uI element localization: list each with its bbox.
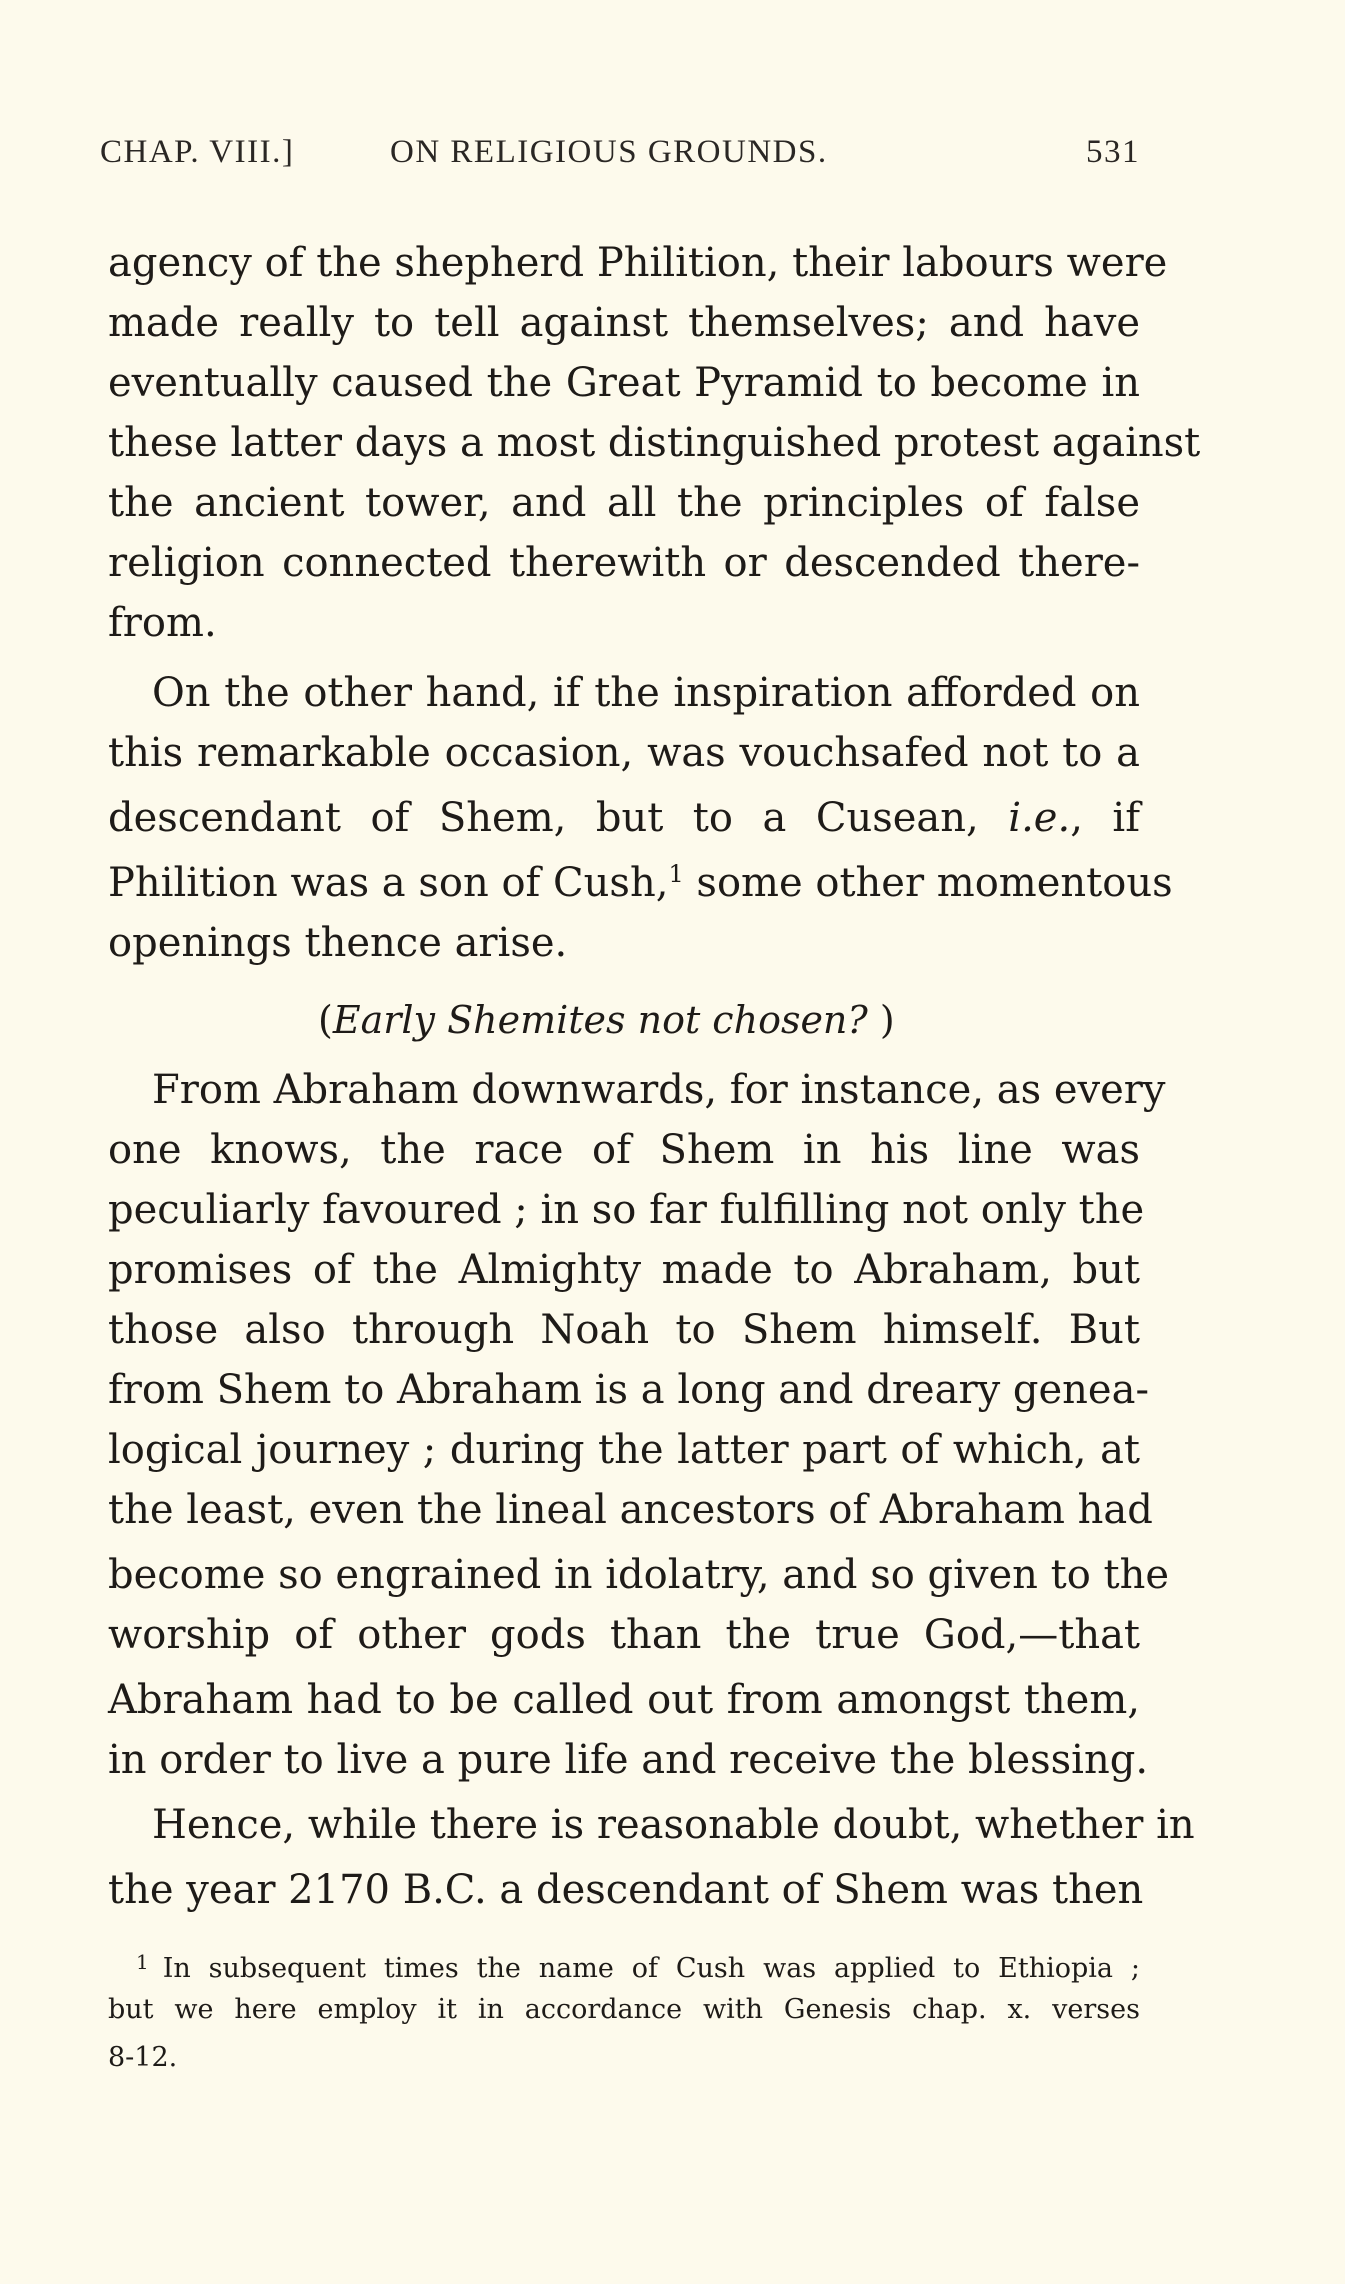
text-span: Philition was a son of Cush, xyxy=(108,860,669,906)
text-line: logical journey ; during the latter part of which, at xyxy=(108,1427,1140,1473)
text-line: those also through Noah to Shem himself. But xyxy=(108,1307,1140,1353)
text-span: , if xyxy=(1070,795,1141,841)
text-line: in order to live a pure life and receive the blessing. xyxy=(108,1737,1149,1783)
text-line: openings thence arise. xyxy=(108,920,568,966)
text-line: religion connected therewith or descended there- xyxy=(108,540,1140,586)
text-line: Hence, while there is reasonable doubt, whether in xyxy=(152,1802,1195,1848)
text-line: promises of the Almighty made to Abraham, but xyxy=(108,1247,1140,1293)
running-header xyxy=(100,134,1140,190)
italic-abbrev: i.e. xyxy=(1008,795,1071,841)
text-line: On the other hand, if the inspiration afforded on xyxy=(152,670,1140,716)
text-line: the least, even the lineal ancestors of Abraham had xyxy=(108,1487,1153,1533)
text-span: descendant of Shem, but to a Cusean, xyxy=(108,795,979,841)
text-line: worship of other gods than the true God,—that xyxy=(108,1612,1140,1658)
page-number: 531 xyxy=(1086,134,1140,170)
text-line: this remarkable occasion, was vouchsafed not to a xyxy=(108,730,1140,776)
header-title: ON RELIGIOUS GROUNDS. xyxy=(390,134,828,170)
text-line: made really to tell against themselves; and have xyxy=(108,300,1140,346)
text-line xyxy=(108,788,1140,848)
text-line: From Abraham downwards, for instance, as every xyxy=(152,1067,1166,1113)
text-line: peculiarly favoured ; in so far fulfilling not only the xyxy=(108,1187,1145,1233)
text-line: agency of the shepherd Philition, their labours were xyxy=(108,240,1168,286)
footnote-line: but we here employ it in accordance with Genesis chap. x. verses xyxy=(108,1994,1140,2025)
footnote-line: 8-12. xyxy=(108,2042,178,2073)
footnote-mark: 1 xyxy=(136,1950,149,1974)
footnote-line xyxy=(136,1940,1140,1991)
text-line: Abraham had to be called out from amongst them, xyxy=(108,1677,1140,1723)
text-line: become so engrained in idolatry, and so given to the xyxy=(108,1552,1170,1598)
text-span: some other momentous xyxy=(683,860,1173,906)
text-line: from. xyxy=(108,600,217,646)
text-line: the year 2170 B.C. a descendant of Shem was then xyxy=(108,1867,1144,1913)
paren-close: ) xyxy=(867,998,895,1042)
section-title xyxy=(318,990,895,1050)
text-line: eventually caused the Great Pyramid to become in xyxy=(108,360,1140,406)
text-line: these latter days a most distinguished protest against xyxy=(108,420,1201,466)
chapter-label: CHAP. VIII.] xyxy=(100,134,295,170)
text-line: the ancient tower, and all the principles of false xyxy=(108,480,1140,526)
text-line xyxy=(108,853,1173,913)
footnote-text: In subsequent times the name of Cush was applied to Ethiopia ; xyxy=(162,1953,1140,1984)
text-line: from Shem to Abraham is a long and dreary genea- xyxy=(108,1367,1149,1413)
text-line: one knows, the race of Shem in his line was xyxy=(108,1127,1140,1173)
paren-open: ( xyxy=(318,998,333,1042)
section-title-text: Early Shemites not chosen? xyxy=(332,998,868,1042)
footnote-ref: 1 xyxy=(668,860,684,888)
